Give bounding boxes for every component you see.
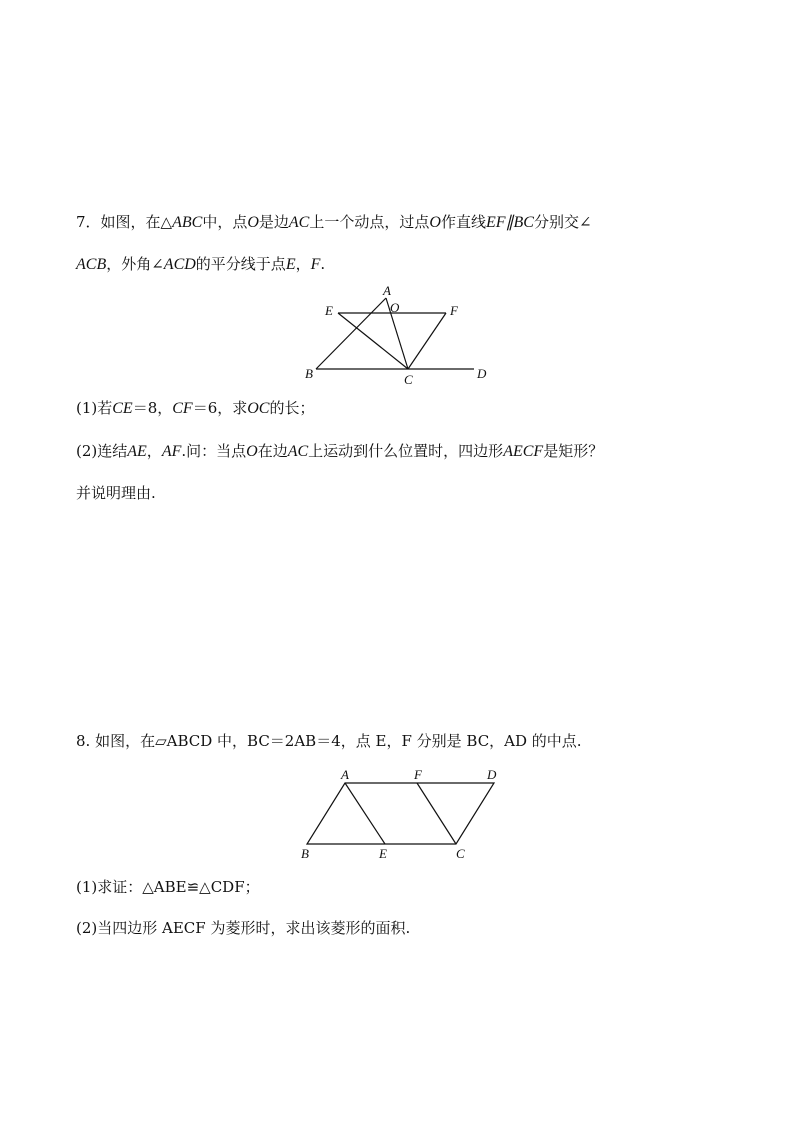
segment-ae: [345, 783, 385, 844]
label-e: E: [325, 303, 333, 318]
label-d: D: [477, 366, 487, 381]
problem8-question1: (1)求证：△ABE≌△CDF；: [76, 878, 260, 896]
problem7-stem-line1: 7．如图，在△ABC中，点O是边AC上一个动点，过点O作直线EF∥BC分别交∠: [76, 213, 592, 231]
label-e: E: [379, 846, 387, 861]
label-a: A: [383, 283, 391, 298]
label-f: F: [450, 303, 458, 318]
label-f: F: [414, 767, 422, 782]
problem8-stem: 8. 如图，在▱ABCD 中，BC＝2AB＝4，点 E，F 分别是 BC，AD 的中点.: [76, 732, 582, 750]
segment-fc: [417, 783, 456, 844]
problem8-figure: [295, 764, 505, 864]
label-a: A: [341, 767, 349, 782]
label-b: B: [305, 366, 313, 381]
segment-ec: [338, 313, 408, 369]
problem7-question1: (1)若CE＝8，CF＝6，求OC的长；: [76, 399, 315, 417]
problem7-question2-line2: 并说明理由.: [76, 484, 156, 502]
segment-cf: [408, 313, 446, 369]
problem7-stem-line2: ACB，外角∠ACD的平分线于点E，F.: [76, 255, 326, 273]
problem7-figure: [300, 282, 500, 388]
label-c: C: [404, 372, 413, 387]
label-d: D: [487, 767, 497, 782]
problem7-question2: (2)连结AE，AF.问：当点O在边AC上运动到什么位置时，四边形AECF是矩形？: [76, 442, 604, 460]
problem8-question2: (2)当四边形 AECF 为菱形时，求出该菱形的面积.: [76, 919, 411, 937]
label-b: B: [301, 846, 309, 861]
label-o: O: [390, 300, 400, 315]
label-c: C: [456, 846, 465, 861]
parallelogram-abcd: [307, 783, 494, 844]
